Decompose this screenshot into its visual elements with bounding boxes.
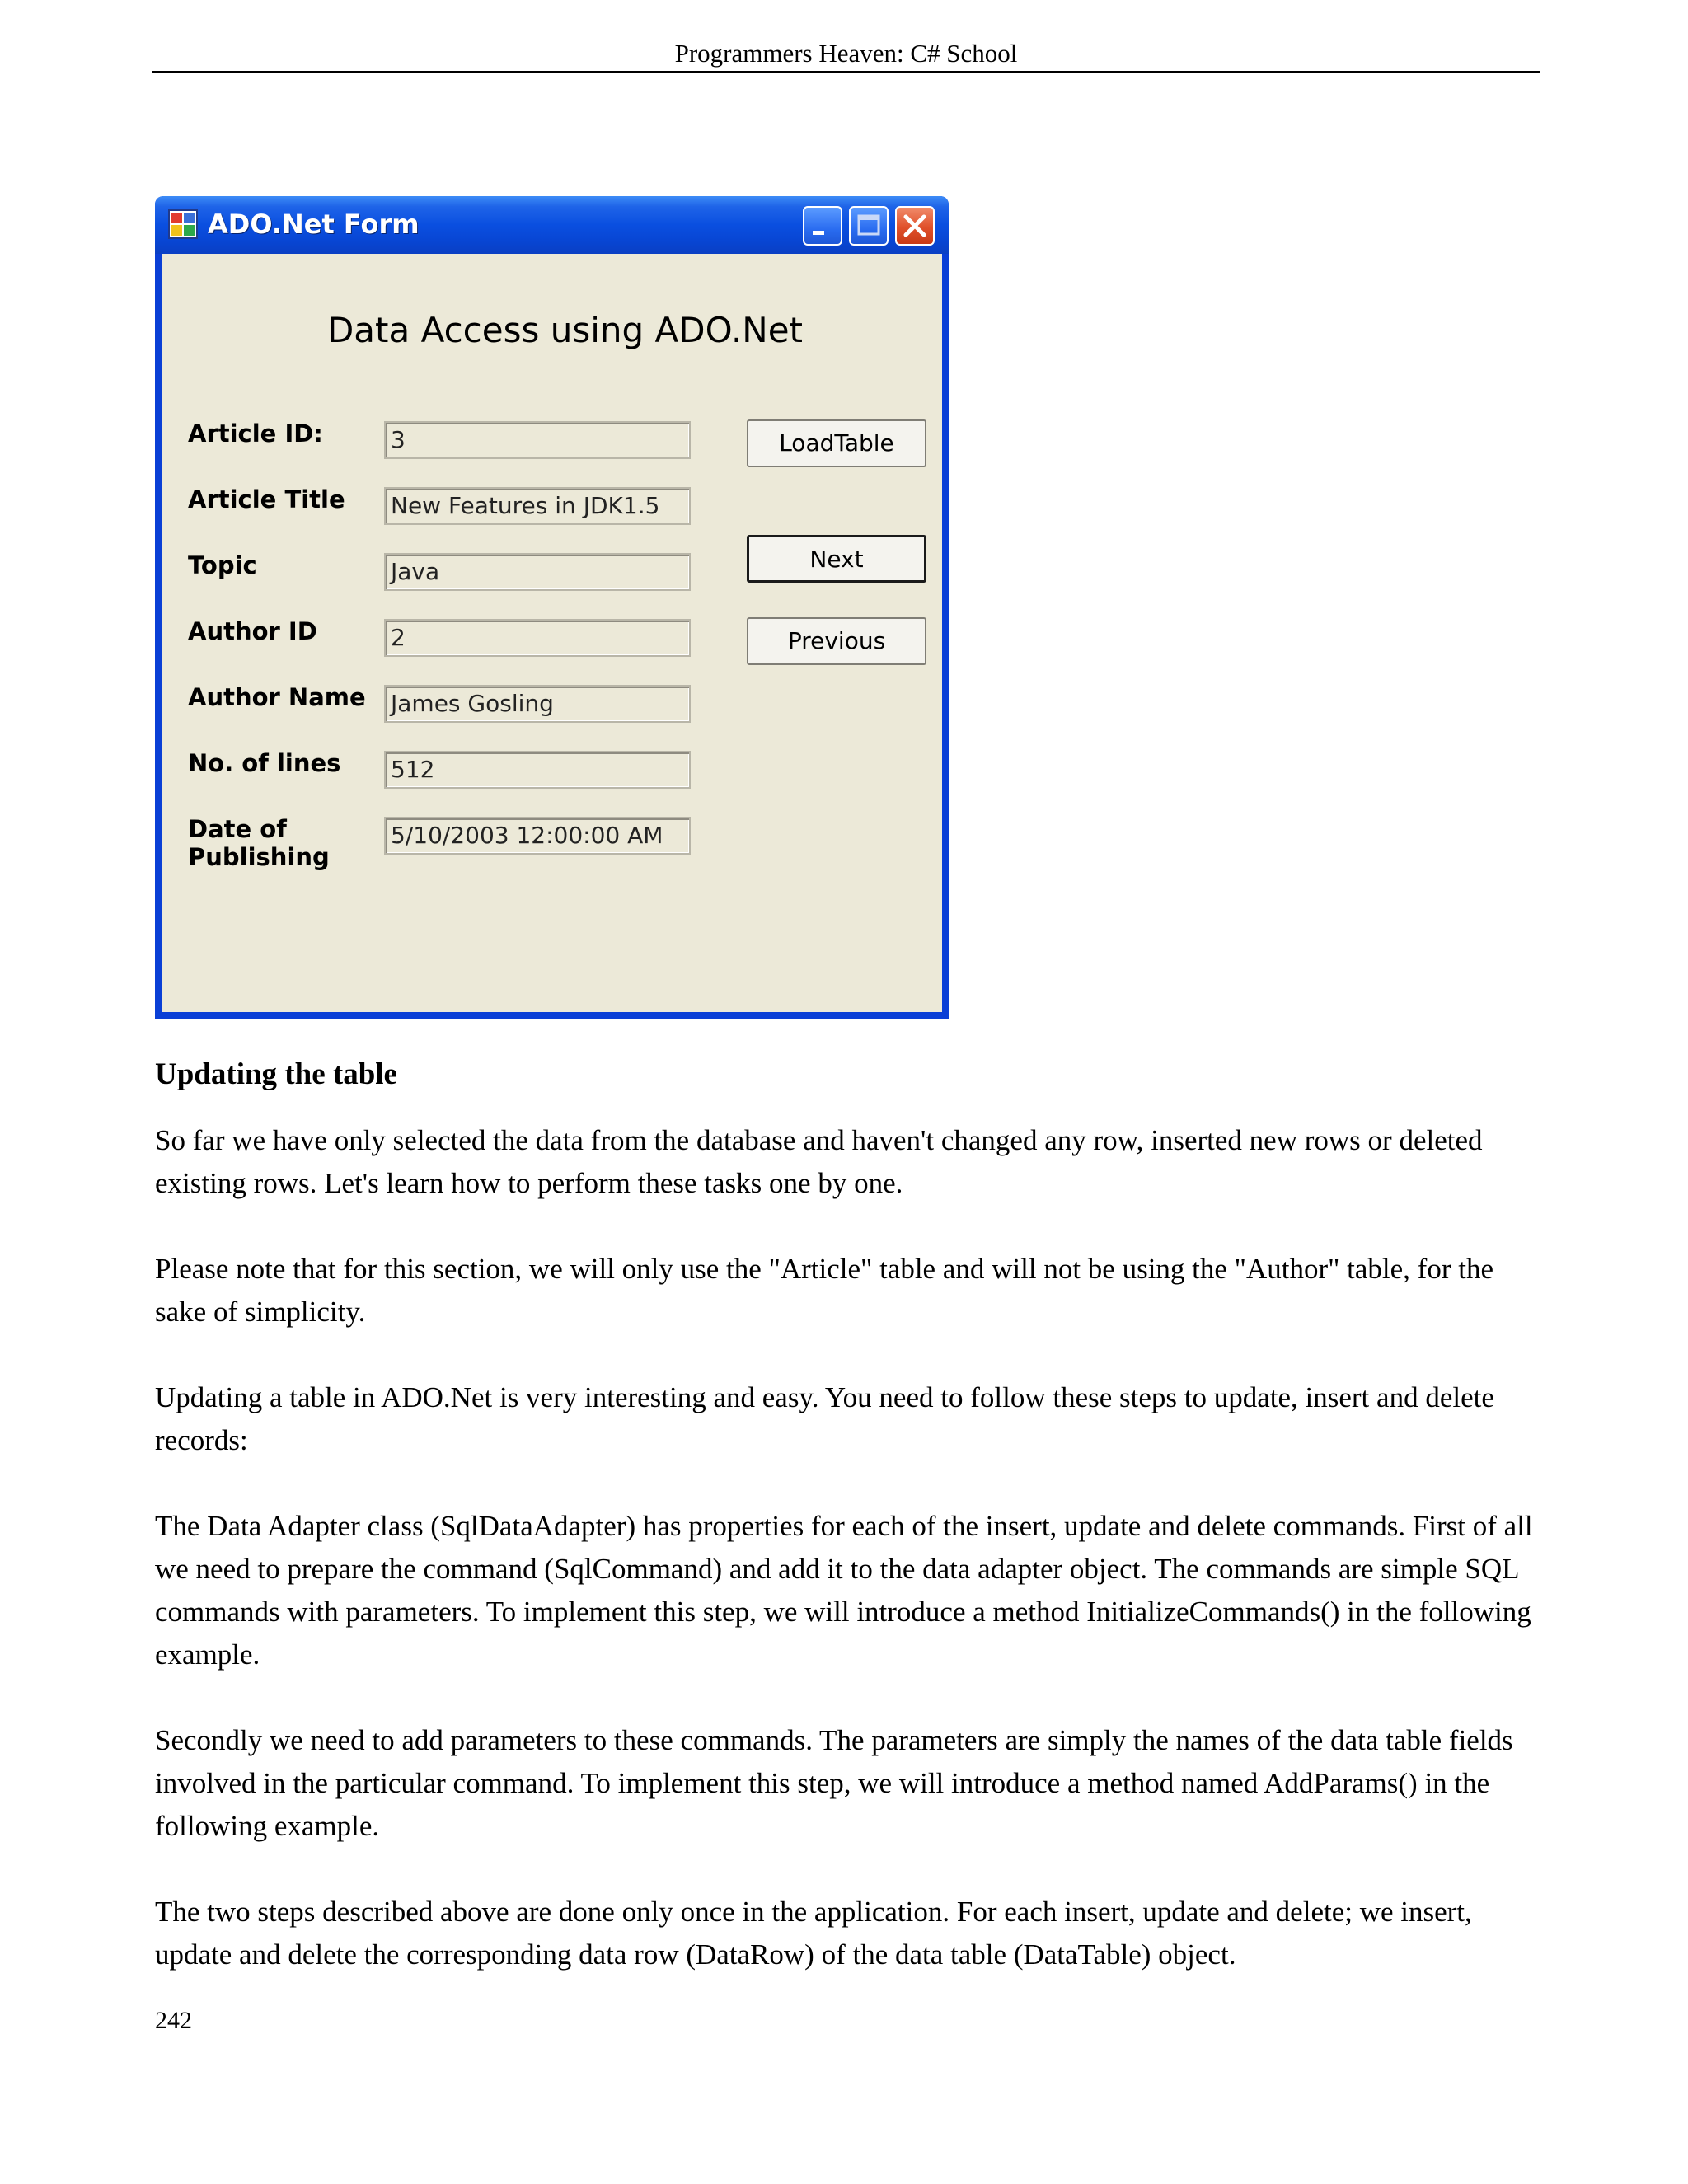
author-name-field[interactable]: James Gosling: [384, 685, 691, 723]
article-id-field[interactable]: 3: [384, 421, 691, 459]
label-author-id: Author ID: [188, 617, 317, 645]
section-heading: Updating the table: [155, 1057, 397, 1091]
label-topic: Topic: [188, 551, 257, 579]
load-table-button[interactable]: LoadTable: [747, 419, 926, 467]
running-header: Programmers Heaven: C# School: [674, 39, 1018, 68]
window-title: ADO.Net Form: [208, 209, 420, 240]
label-no-of-lines: No. of lines: [188, 749, 341, 777]
label-author-name: Author Name: [188, 683, 366, 711]
date-of-publishing-field[interactable]: 5/10/2003 12:00:00 AM: [384, 817, 691, 855]
no-of-lines-field[interactable]: 512: [384, 751, 691, 789]
author-id-field[interactable]: 2: [384, 619, 691, 657]
paragraph-updating-steps: Updating a table in ADO.Net is very interesting and easy. You need to follow these steps to update, insert and delete records:: [155, 1381, 1494, 1456]
paragraph-add-params: Secondly we need to add parameters to these commands. The parameters are simply the names of the data table fields involved in the particular command. To implement this step, we will introduce a method named AddParams() in the following example.: [155, 1724, 1513, 1842]
maximize-icon[interactable]: [849, 206, 889, 246]
label-article-id: Article ID:: [188, 419, 323, 448]
paragraph-article-table-note: Please note that for this section, we will only use the "Article" table and will not be using the "Author" table, for the sake of simplicity.: [155, 1253, 1493, 1328]
label-article-title: Article Title: [188, 485, 345, 513]
page-number: 242: [155, 2007, 192, 2034]
paragraph-two-steps: The two steps described above are done only once in the application. For each insert, update and delete; we insert, update and delete the corresponding data row (DataRow) of the data table (DataTable) object.: [155, 1896, 1472, 1971]
close-icon[interactable]: [895, 206, 935, 246]
paragraph-data-adapter: The Data Adapter class (SqlDataAdapter) has properties for each of the insert, update and delete commands. First of all we need to prepare the command (SqlCommand) and add it to the data adapter object. The commands are simple SQL commands with parameters. To implement this step, we will introduce a method InitializeCommands() in the following example.: [155, 1510, 1533, 1671]
form-heading: Data Access using ADO.Net: [326, 310, 804, 350]
minimize-icon[interactable]: [803, 206, 842, 246]
form-app-icon: [168, 209, 198, 239]
previous-button[interactable]: Previous: [747, 617, 926, 665]
label-date-of-publishing: Date of Publishing: [188, 815, 330, 871]
next-button[interactable]: Next: [747, 535, 926, 583]
paragraph-intro: So far we have only selected the data from the database and haven't changed any row, inserted new rows or deleted existing rows. Let's learn how to perform these tasks one by one.: [155, 1124, 1483, 1199]
article-title-field[interactable]: New Features in JDK1.5: [384, 487, 691, 525]
ado-net-form-window: [155, 196, 949, 1019]
window-titlebar: [155, 196, 949, 254]
form-client-area: [162, 254, 942, 1012]
topic-field[interactable]: Java: [384, 553, 691, 591]
header-rule: [152, 71, 1540, 73]
